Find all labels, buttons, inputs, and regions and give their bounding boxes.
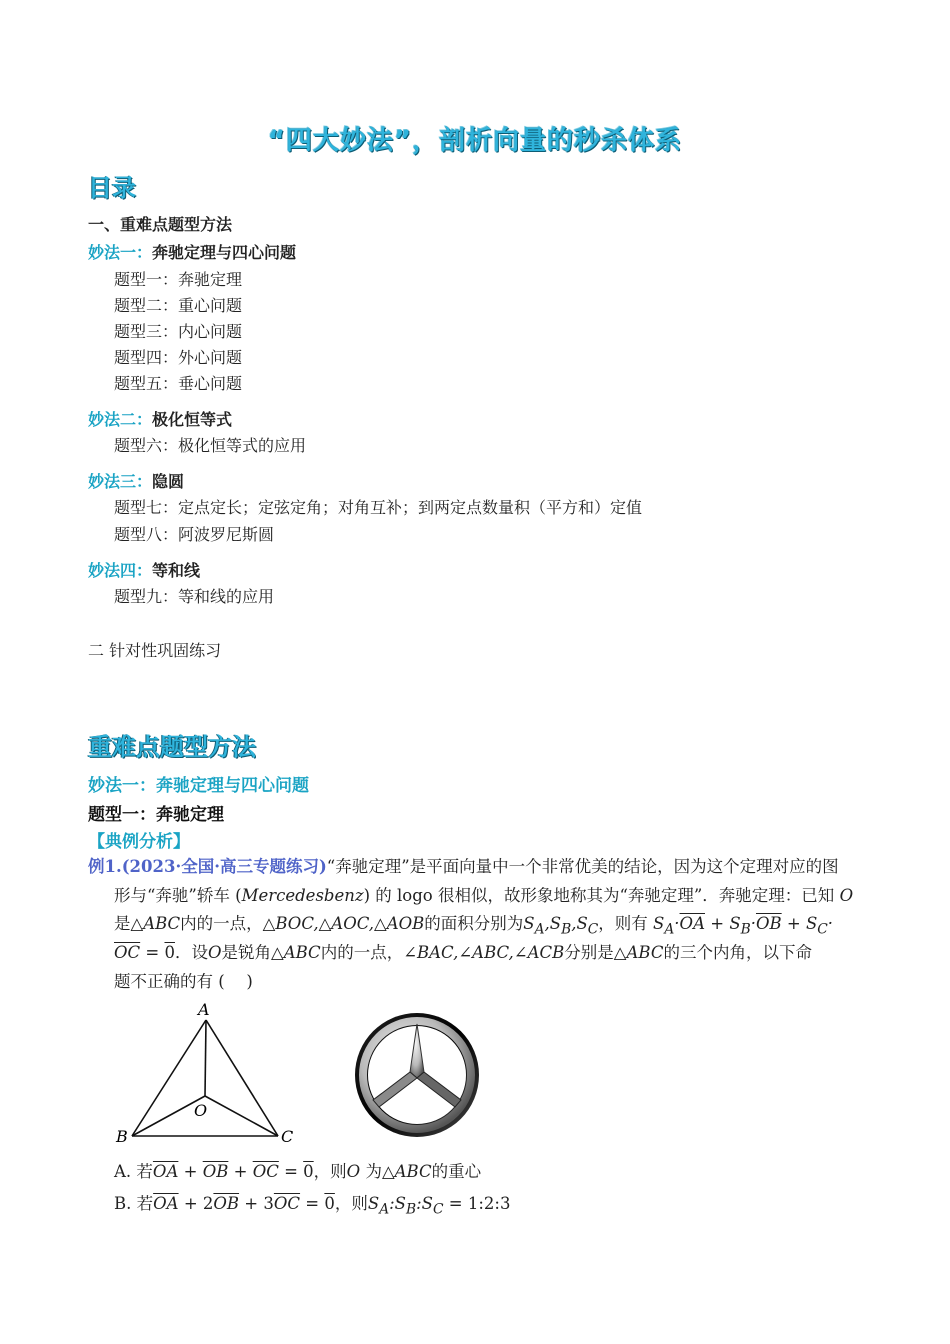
- toc-method-3[interactable]: [88, 469, 184, 492]
- brand-name: Mercedesbenz: [241, 886, 364, 905]
- toc-type-1[interactable]: 题型一：奔驰定理: [114, 270, 243, 289]
- example-text-3b: 内的一点，: [180, 914, 263, 933]
- method-title: 妙法一：奔驰定理与四心问题: [88, 776, 309, 796]
- toc-part1[interactable]: 一、重难点题型方法: [88, 215, 233, 234]
- triangle-abc-2: △ABC: [271, 943, 321, 962]
- segment-oc: [205, 1096, 278, 1136]
- toc-part2[interactable]: 二 针对性巩固练习: [88, 641, 222, 660]
- toc-type-3[interactable]: 题型三：内心问题: [114, 322, 243, 341]
- label-o: O: [194, 1101, 208, 1120]
- toc-method-1-prefix: 妙法一：: [88, 243, 153, 262]
- option-a[interactable]: [114, 1158, 481, 1185]
- option-a-mid: 为: [365, 1162, 382, 1181]
- option-b[interactable]: B. 若$\overline{OA} + 2\overline{OB} + 3\overline{OC} = 0$，则$S_A:S_B:S_C$ = 1:2:3: [114, 1194, 511, 1218]
- toc-type-9[interactable]: 题型九：等和线的应用: [114, 587, 275, 606]
- triangle-list: △BOC,△AOC,△AOB: [262, 914, 425, 933]
- triangle-abc: △ABC: [130, 914, 181, 933]
- option-a-pre: 若: [136, 1162, 153, 1181]
- vector-oc: $\overline{OC}$: [114, 943, 141, 962]
- option-b-ratio: 1:2:3: [467, 1194, 511, 1213]
- option-b-label: B.: [114, 1194, 132, 1213]
- toc-type-2[interactable]: 题型二：重心问题: [114, 296, 243, 315]
- mercedes-logo-image: [352, 1010, 482, 1140]
- example-line-2: [114, 882, 853, 909]
- zero-vector: 0: [164, 943, 175, 962]
- option-b-formula: $\overline{OA} + 2\overline{OB} + 3\overline{OC} = 0$: [153, 1194, 335, 1213]
- option-b-post: ，则: [334, 1194, 368, 1213]
- toc-method-1[interactable]: [88, 240, 296, 263]
- example-text-4b: ．设: [174, 943, 208, 962]
- section-heading: 重难点题型方法: [88, 733, 256, 761]
- triangle-abc-3: △ABC: [613, 943, 664, 962]
- toc-method-4-name: 等和线: [152, 561, 201, 580]
- option-b-areas: $S_A:S_B:S_C$: [367, 1194, 444, 1218]
- option-a-var-o: O: [346, 1162, 361, 1181]
- triangle-figure: [110, 1000, 310, 1150]
- example-text-4f: 的三个内角，以下命: [663, 943, 812, 962]
- example-text-4c: 是锐角: [221, 943, 272, 962]
- example-text-3d: ，则有: [598, 914, 648, 933]
- example-line-4: $\overline{OC} = 0$．设O是锐角△ABC内的一点，∠BAC,∠ABC,∠ACB分别是△ABC的三个内角，以下命: [114, 943, 812, 962]
- example-analysis-label: 【典例分析】: [88, 832, 190, 852]
- label-c: C: [281, 1127, 294, 1146]
- toc-method-2[interactable]: [88, 407, 232, 430]
- label-a: A: [198, 1000, 210, 1019]
- example-text-4e: 分别是: [564, 943, 614, 962]
- example-text-3c: 的面积分别为: [424, 914, 524, 933]
- example-source: (2023·全国·高三专题练习): [121, 857, 327, 876]
- label-b: B: [116, 1127, 128, 1146]
- toc-type-4[interactable]: 题型四：外心问题: [114, 348, 243, 367]
- toc-type-8[interactable]: 题型八：阿波罗尼斯圆: [114, 525, 275, 544]
- toc-method-1-name: 奔驰定理与四心问题: [152, 243, 297, 262]
- edge-ac: [206, 1020, 278, 1136]
- option-a-end: 的重心: [431, 1162, 482, 1181]
- example-text-3a: 是: [114, 914, 131, 933]
- example-text-4d: 内的一点，: [320, 943, 404, 962]
- example-text-2a: 形与“奔驰”轿车 (: [114, 886, 242, 905]
- toc-method-4[interactable]: [88, 558, 200, 581]
- example-text-1: “奔驰定理”是平面向量中一个非常优美的结论，因为这个定理对应的图: [326, 857, 839, 876]
- option-a-post: ，则: [313, 1162, 347, 1181]
- angle-list: ∠BAC,∠ABC,∠ACB: [403, 943, 565, 962]
- example-text-2b: ) 的 logo 很相似，故形象地称其为“奔驰定理”．奔驰定理：已知: [363, 886, 835, 905]
- toc-method-2-prefix: 妙法二：: [88, 410, 153, 429]
- example-line-5: 题不正确的有 ( ): [114, 972, 253, 991]
- area-symbols: $S_A,S_B,S_C$: [523, 914, 599, 938]
- option-b-pre: 若: [136, 1194, 154, 1213]
- var-o: O: [839, 886, 854, 905]
- toc-type-5[interactable]: 题型五：垂心问题: [114, 374, 243, 393]
- option-a-triangle: △ABC: [381, 1162, 432, 1181]
- option-a-label: A.: [114, 1162, 132, 1181]
- toc-method-4-prefix: 妙法四：: [88, 561, 153, 580]
- toc-method-3-prefix: 妙法三：: [88, 472, 153, 491]
- document-title: “四大妙法”，剖析向量的秒杀体系: [267, 126, 683, 156]
- type-title: 题型一：奔驰定理: [88, 805, 224, 825]
- toc-method-2-name: 极化恒等式: [152, 410, 233, 429]
- example-number: 例1.: [88, 857, 122, 876]
- example-line-1: [88, 853, 839, 880]
- toc-type-6[interactable]: 题型六：极化恒等式的应用: [114, 436, 307, 455]
- toc-method-3-name: 隐圆: [152, 472, 185, 491]
- var-o-2: O: [207, 943, 222, 962]
- toc-type-7[interactable]: 题型七：定点定长；定弦定角；对角互补；到两定点数量积（平方和）定值: [114, 498, 643, 517]
- segment-oa: [205, 1020, 206, 1096]
- option-a-formula: $\overline{OA} + \overline{OB} + \overline{OC} = 0$: [152, 1162, 314, 1181]
- toc-heading: 目录: [88, 174, 136, 202]
- formula-part-1: $S_A\cdot\overline{OA} + S_B\cdot\overline{OB} + S_C\cdot$: [653, 914, 834, 938]
